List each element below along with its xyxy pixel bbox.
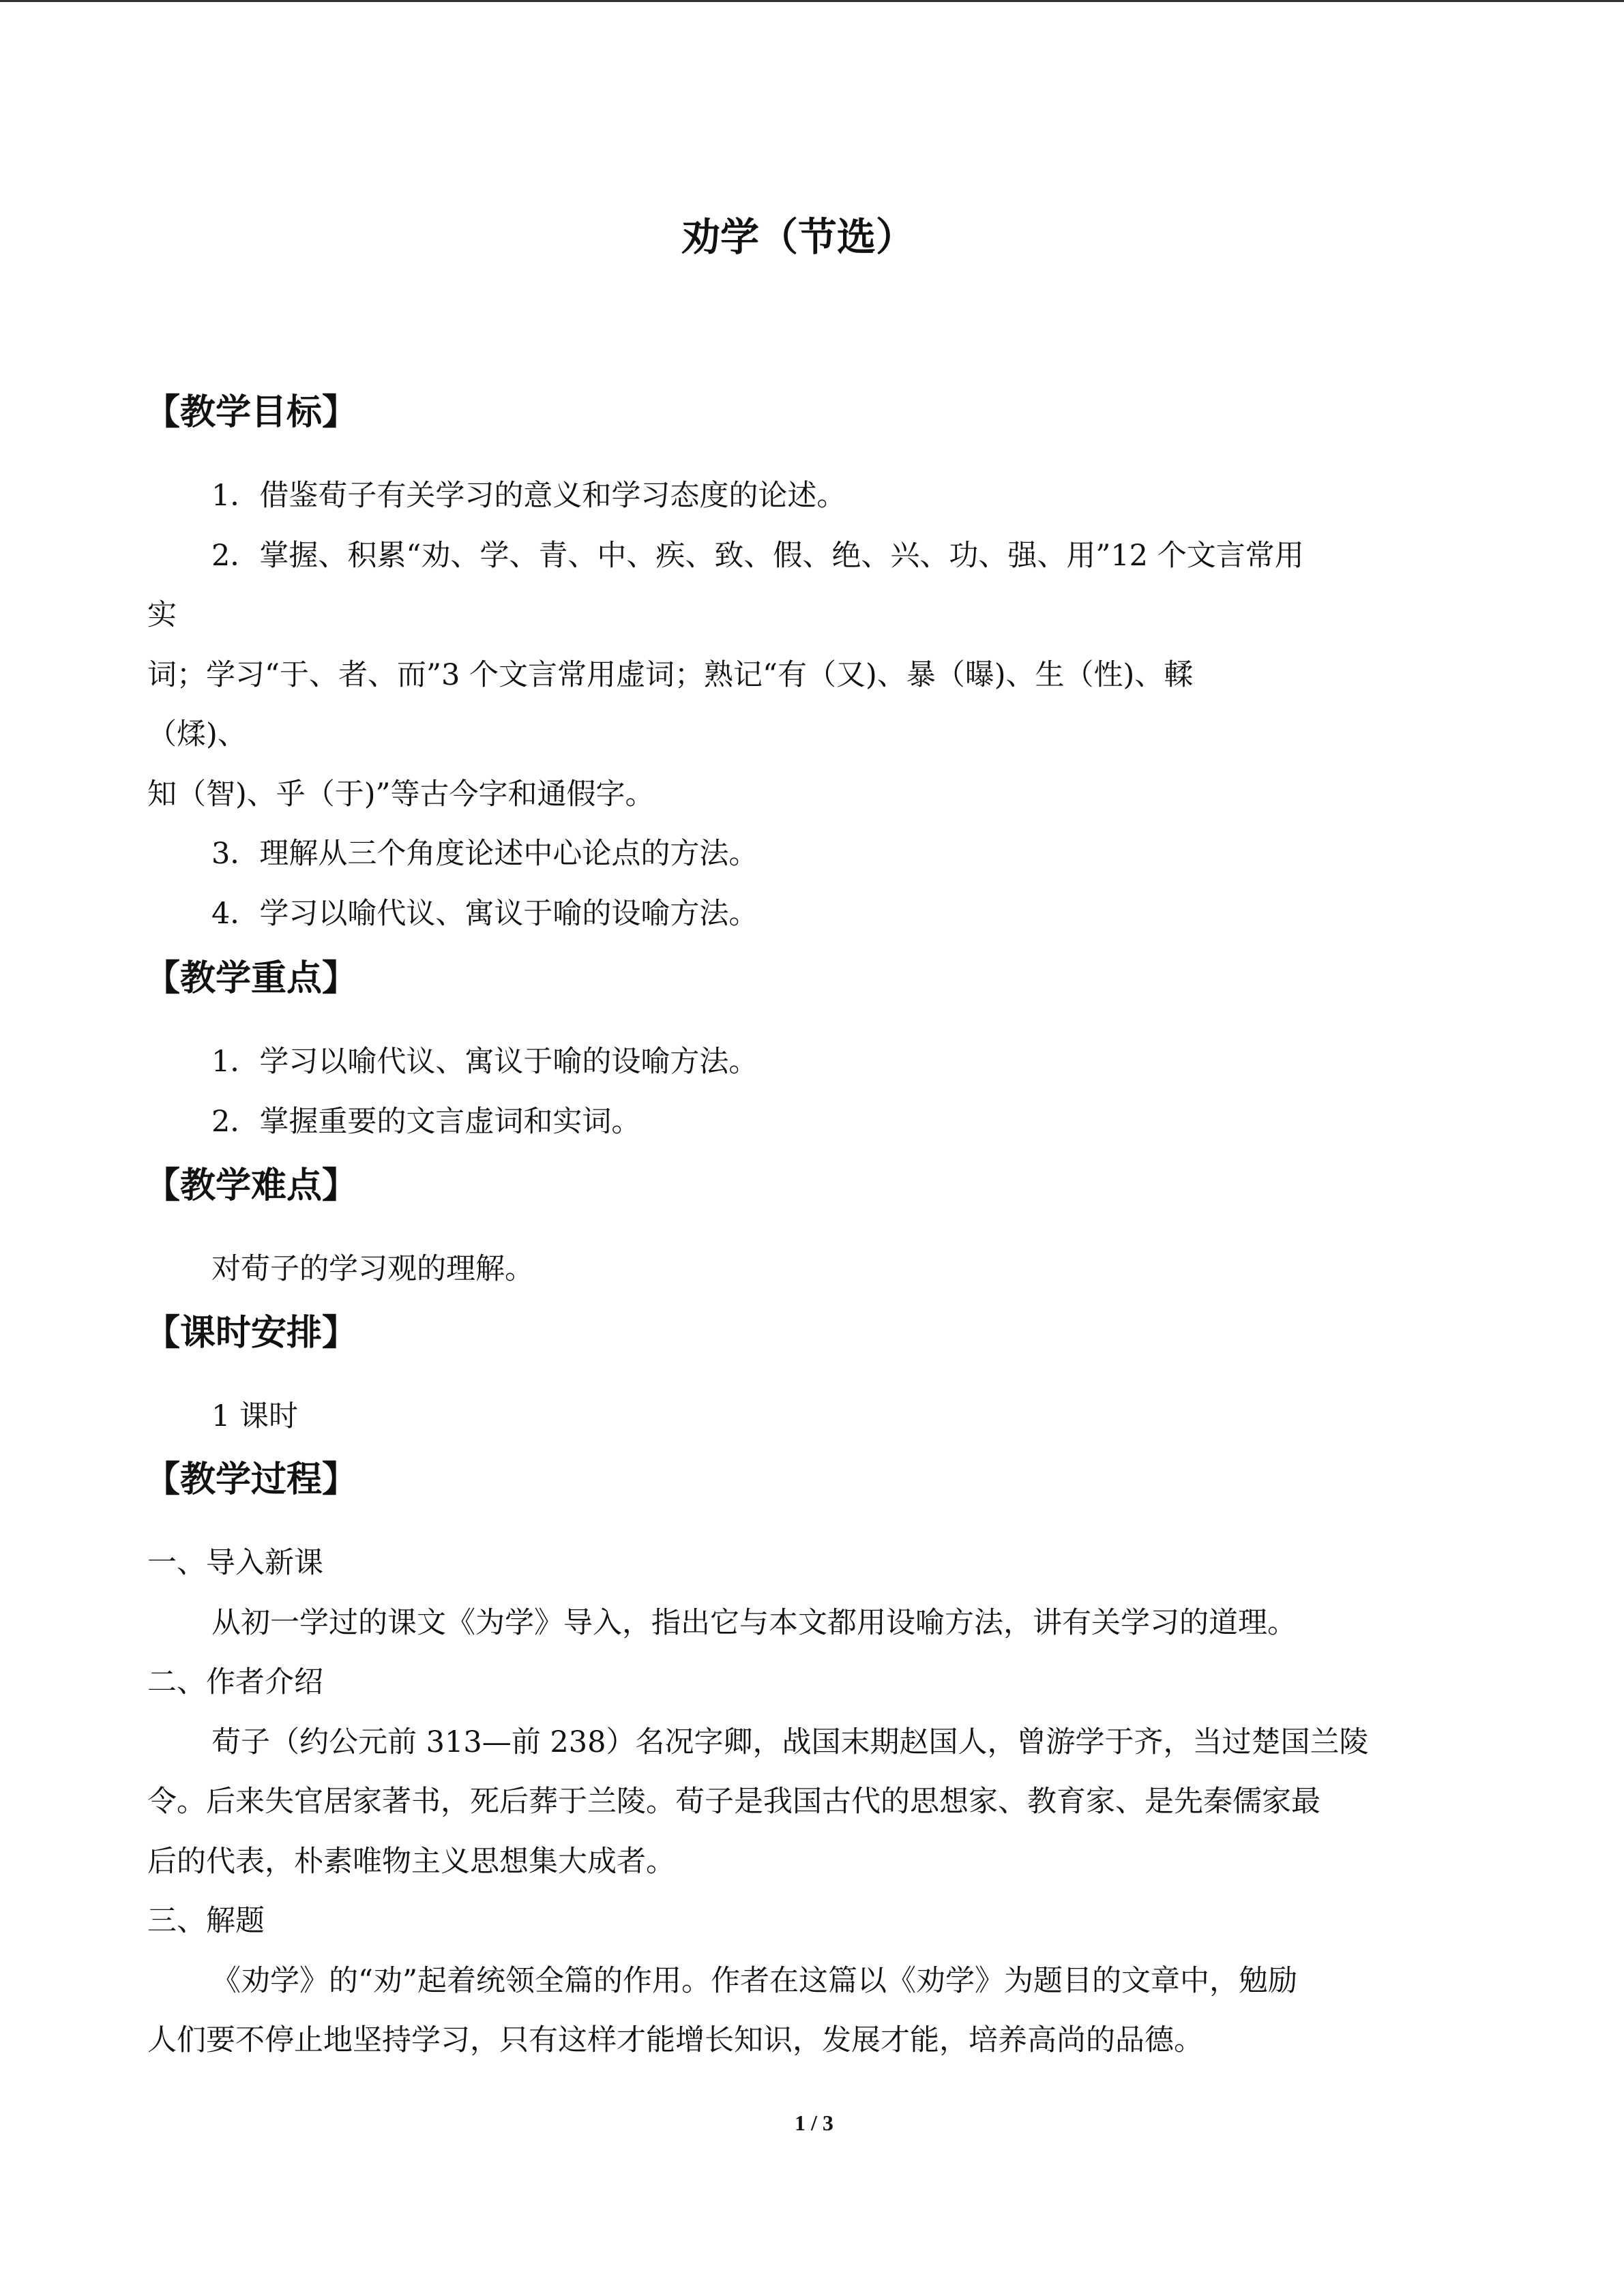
process-line: 令。后来失官居家著书，死后葬于兰陵。荀子是我国古代的思想家、教育家、是先秦儒家最 bbox=[147, 1785, 1320, 1819]
top-border-line bbox=[0, 0, 1624, 2]
process-line: 《劝学》的“劝”起着统领全篇的作用。作者在这篇以《劝学》为题目的文章中，勉励 bbox=[211, 1964, 1297, 1998]
key-point-line: 2．掌握重要的文言虚词和实词。 bbox=[211, 1105, 641, 1139]
section-heading-schedule: 【课时安排】 bbox=[145, 1313, 358, 1354]
document-title: 劝学（节选） bbox=[681, 215, 915, 260]
process-line: 人们要不停止地坚持学习，只有这样才能增长知识，发展才能，培养高尚的品德。 bbox=[147, 2023, 1203, 2057]
section-heading-key-points: 【教学重点】 bbox=[145, 958, 358, 999]
process-subheading: 一、导入新课 bbox=[147, 1546, 323, 1580]
objective-line: 3．理解从三个角度论述中心论点的方法。 bbox=[211, 837, 758, 871]
schedule-line: 1 课时 bbox=[211, 1399, 299, 1433]
section-heading-difficulties: 【教学难点】 bbox=[145, 1165, 358, 1206]
objective-line: 1．借鉴荀子有关学习的意义和学习态度的论述。 bbox=[211, 479, 846, 513]
process-line: 从初一学过的课文《为学》导入，指出它与本文都用设喻方法，讲有关学习的道理。 bbox=[211, 1606, 1297, 1640]
objective-line: 词；学习“于、者、而”3 个文言常用虚词；熟记“有（又)、暴（曝)、生（性)、輮 bbox=[147, 658, 1194, 692]
objective-line: 实 bbox=[147, 598, 177, 632]
objective-line: 2．掌握、积累“劝、学、青、中、疾、致、假、绝、兴、功、强、用”12 个文言常用 bbox=[211, 539, 1304, 573]
process-line: 荀子（约公元前 313—前 238）名况字卿，战国末期赵国人，曾游学于齐，当过楚国兰陵 bbox=[211, 1725, 1369, 1759]
key-point-line: 1．学习以喻代议、寓议于喻的设喻方法。 bbox=[211, 1045, 758, 1079]
process-subheading: 二、作者介绍 bbox=[147, 1665, 323, 1699]
process-line: 后的代表，朴素唯物主义思想集大成者。 bbox=[147, 1845, 675, 1879]
page-number: 1 / 3 bbox=[795, 2111, 833, 2135]
objective-line: 4．学习以喻代议、寓议于喻的设喻方法。 bbox=[211, 897, 758, 931]
difficulty-line: 对荀子的学习观的理解。 bbox=[211, 1252, 534, 1286]
section-heading-objectives: 【教学目标】 bbox=[145, 392, 358, 433]
section-heading-process: 【教学过程】 bbox=[145, 1459, 358, 1500]
objective-line: 知（智)、乎（于)”等古今字和通假字。 bbox=[147, 777, 655, 811]
objective-line: （煣)、 bbox=[147, 717, 247, 751]
process-subheading: 三、解题 bbox=[147, 1904, 265, 1938]
